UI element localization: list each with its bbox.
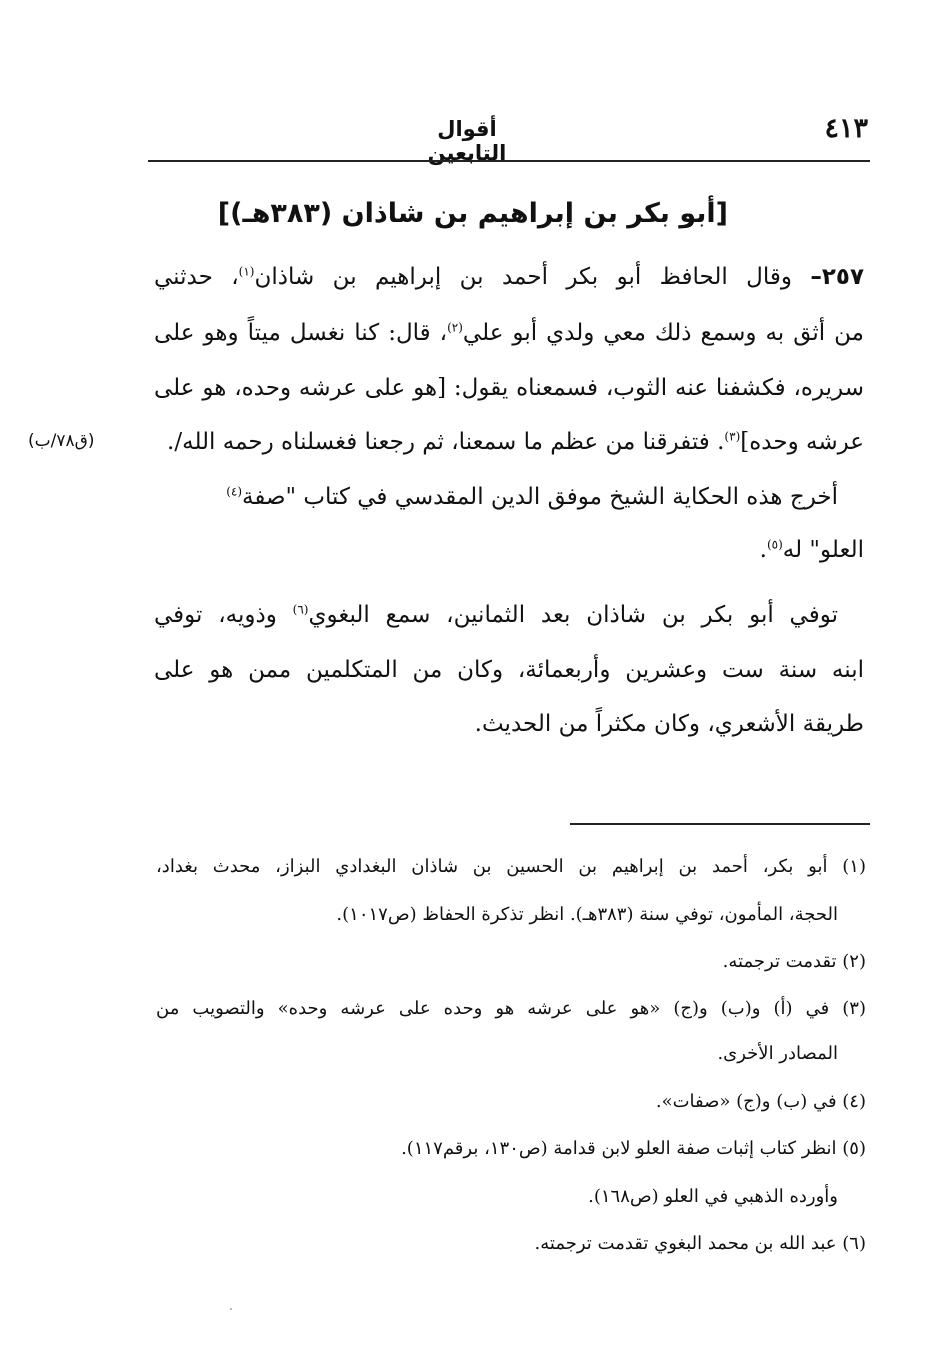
footnote-separator <box>570 823 870 825</box>
paragraph-2-line-1 <box>226 486 838 509</box>
header-rule <box>148 160 870 162</box>
entry-number: ٢٥٧– <box>810 264 865 290</box>
entry-text: سريره، فكشفنا عنه الثوب، فسمعناه يقول: [هو على عرشه وحده، هو على <box>154 375 864 401</box>
paragraph-text: العلو" له <box>782 537 864 563</box>
entry-line-2 <box>154 322 864 345</box>
footnote-2: (٢) تقدمت ترجمته. <box>722 951 866 972</box>
paragraph-text: وذويه، توفي <box>154 602 293 628</box>
footnote-ref: (٢) <box>447 320 463 335</box>
paragraph-text: ابنه سنة ست وعشرين وأربعمائة، وكان من المتكلمين ممن هو على <box>154 657 864 683</box>
footnote-3-line-1: (٣) في (أ) و(ب) و(ج) «هو على عرشه هو وحده على عرشه وحده» والتصويب من <box>156 998 866 1019</box>
page-number: ٤١٣ <box>824 113 868 144</box>
entry-line-3 <box>154 377 864 400</box>
entry-line-1 <box>154 266 864 289</box>
entry-text: وقال الحافظ أبو بكر أحمد بن إبراهيم بن شاذان <box>254 264 792 290</box>
paragraph-3-line-2 <box>154 659 864 682</box>
paragraph-3-line-1 <box>154 604 838 627</box>
section-title: [أبو بكر بن إبراهيم بن شاذان (٣٨٣هـ)] <box>217 198 728 229</box>
footnote-5-line-1: (٥) انظر كتاب إثبات صفة العلو لابن قدامة (ص١٣٠، برقم١١٧). <box>401 1138 866 1159</box>
footnote-1-line-1: (١) أبو بكر، أحمد بن إبراهيم بن الحسين بن شاذان البغدادي البزاز، محدث بغداد، <box>156 856 866 877</box>
entry-text: من أثق به وسمع ذلك معي ولدي أبو علي <box>462 320 865 346</box>
entry-text: ، قال: كنا نغسل ميتاً وهو على <box>154 320 448 346</box>
footnote-ref: (٤) <box>226 484 243 499</box>
footnote-ref: (٦) <box>292 602 309 617</box>
entry-line-4 <box>167 431 864 454</box>
running-header: أقوال التابعين <box>427 117 507 165</box>
footnote-ref: (١) <box>238 264 255 279</box>
footnote-6: (٦) عبد الله بن محمد البغوي تقدمت ترجمته. <box>534 1233 866 1254</box>
manuscript-folio-note: (ق٧٨/ب) <box>28 431 95 451</box>
paragraph-text: توفي أبو بكر بن شاذان بعد الثمانين، سمع البغوي <box>308 602 838 628</box>
entry-text: . فتفرقنا من عظم ما سمعنا، ثم رجعنا فغسلناه رحمه الله/. <box>167 429 725 455</box>
paragraph-text: أخرج هذه الحكاية الشيخ موفق الدين المقدسي في كتاب "صفة <box>242 484 838 510</box>
footnote-1-line-2: الحجة، المأمون، توفي سنة (٣٨٣هـ). انظر تذكرة الحفاظ (ص١٠١٧). <box>336 904 838 925</box>
footnote-ref: (٣) <box>724 429 741 444</box>
entry-text: عرشه وحده] <box>740 429 864 455</box>
scan-speck <box>230 1308 232 1310</box>
footnote-4: (٤) في (ب) و(ج) «صفات». <box>655 1091 866 1112</box>
footnote-3-line-2: المصادر الأخرى. <box>717 1043 838 1064</box>
footnote-5-line-2: وأورده الذهبي في العلو (ص١٦٨). <box>588 1186 838 1207</box>
paragraph-2-line-2 <box>760 539 864 562</box>
paragraph-text: . <box>759 537 767 563</box>
paragraph-3-line-3 <box>475 713 864 736</box>
footnote-ref: (٥) <box>766 537 783 552</box>
paragraph-text: طريقة الأشعري، وكان مكثراً من الحديث. <box>474 711 864 737</box>
entry-text: ، حدثني <box>154 264 239 290</box>
